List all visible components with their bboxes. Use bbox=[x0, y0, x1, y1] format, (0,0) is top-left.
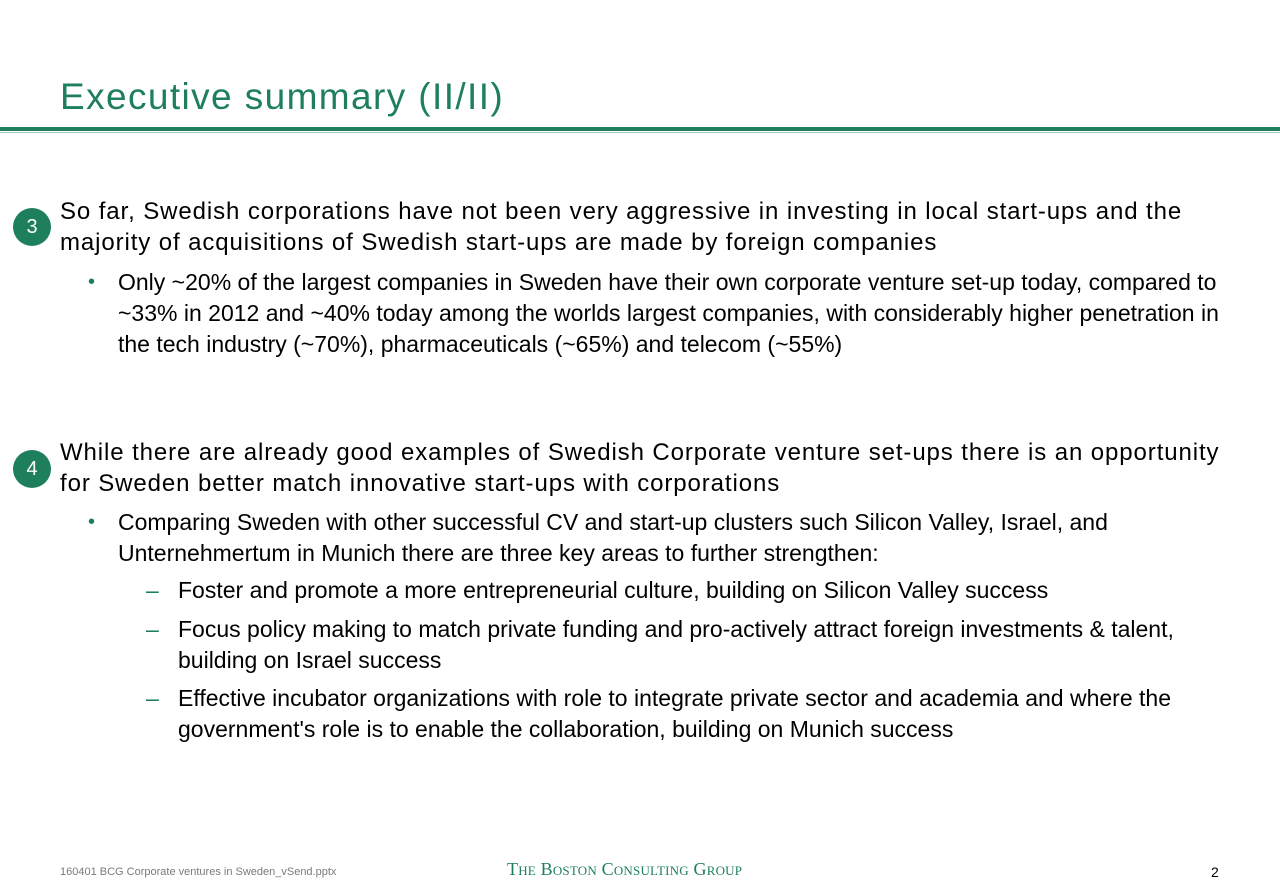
sub-bullet-text: Focus policy making to match private funding and pro-actively attract foreign investments & talent, building on Israel success bbox=[178, 616, 1174, 673]
bullet-text: Only ~20% of the largest companies in Sweden have their own corporate venture set-up today, compared to ~33% in 2012 and ~40% today among the worlds largest companies, with considerably higher penetration in the tech industry (~70%), pharmaceuticals (~65%) and telecom (~55%) bbox=[118, 269, 1219, 357]
sub-bullet-item bbox=[146, 575, 1238, 606]
title-divider bbox=[0, 127, 1280, 131]
slide-title: Executive summary (II/II) bbox=[60, 76, 505, 117]
bcg-logo: The Boston Consulting Group bbox=[507, 859, 743, 879]
sub-bullet-item bbox=[146, 614, 1238, 676]
bullet-item bbox=[88, 267, 1238, 360]
section-lead-text: So far, Swedish corporations have not been very aggressive in investing in local start-ups and the majority of acquisitions of Swedish start-ups are made by foreign companies bbox=[60, 198, 1183, 256]
section-lead-text: While there are already good examples of Swedish Corporate venture set-ups there is an opportunity for Sweden better match innovative start-ups with corporations bbox=[60, 439, 1220, 497]
sub-bullet-item bbox=[146, 683, 1238, 745]
section-number-badge: 4 bbox=[13, 450, 51, 488]
dash-marker: – bbox=[146, 616, 159, 642]
sub-bullet-text: Effective incubator organizations with role to integrate private sector and academia and where the government's role is to enable the collaboration, building on Munich success bbox=[178, 685, 1171, 742]
dash-marker: – bbox=[146, 685, 159, 711]
page-number: 2 bbox=[1211, 864, 1219, 880]
footer-file-name: 160401 BCG Corporate ventures in Sweden_vSend.pptx bbox=[60, 866, 337, 878]
bullet-marker: • bbox=[88, 271, 96, 293]
title-divider-thin bbox=[0, 132, 1280, 133]
sub-bullet-text: Foster and promote a more entrepreneurial culture, building on Silicon Valley success bbox=[178, 577, 1049, 603]
bullet-text: Comparing Sweden with other successful CV and start-up clusters such Silicon Valley, Israel, and Unternehmertum in Munich there are three key areas to further strengthen: bbox=[118, 509, 1108, 566]
bullet-marker: • bbox=[88, 511, 96, 533]
bullet-item bbox=[88, 507, 1238, 569]
dash-marker: – bbox=[146, 577, 159, 603]
section-number-badge: 3 bbox=[13, 208, 51, 246]
